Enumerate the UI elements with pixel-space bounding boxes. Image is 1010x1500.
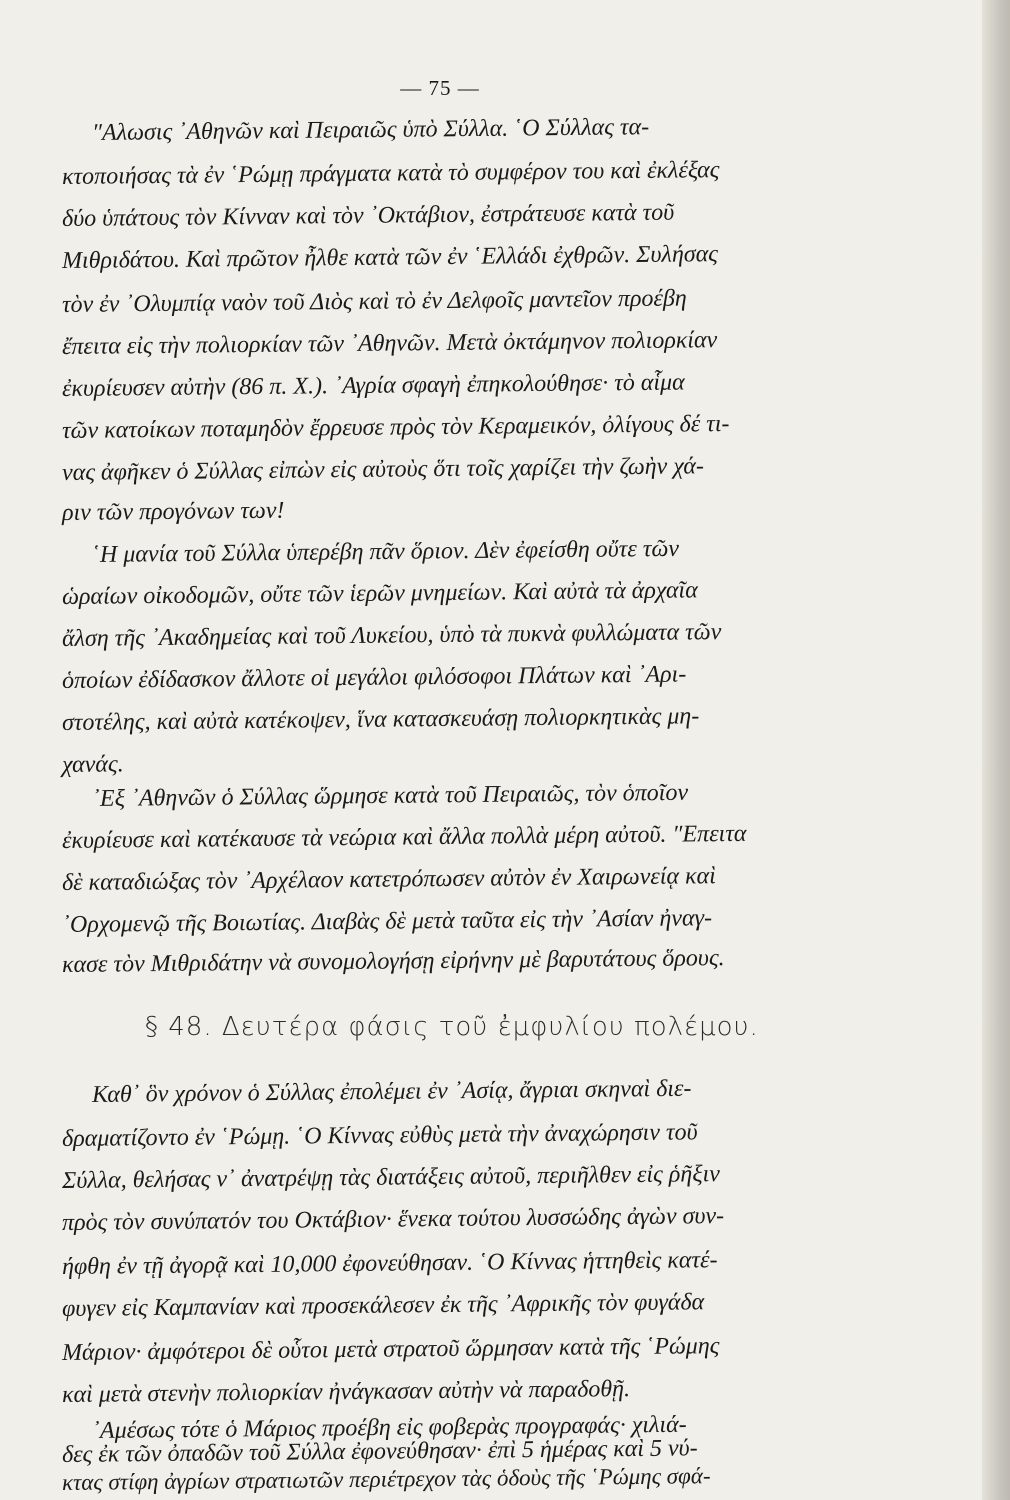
text-line: ἐκυρίευσεν αὐτὴν (86 π. Χ.). ᾿Αγρία σφαγὴ ἐπηκολούθησε· τὸ αἷμα [61, 369, 685, 402]
text-line: νας ἀφῆκεν ὁ Σύλλας εἰπὼν εἰς αὐτοὺς ὅτι τοῖς χαρίζει τὴν ζωὴν χά- [61, 453, 705, 486]
page-number: — 75 — [400, 76, 480, 100]
text-line: ἄλση τῆς ᾿Ακαδημείας καὶ τοῦ Λυκείου, ὑπὸ τὰ πυκνὰ φυλλώματα τῶν [61, 619, 722, 652]
text-line: καὶ μετὰ στενὴν πολιορκίαν ἠνάγκασαν αὐτὴν νὰ παραδοθῇ. [61, 1376, 631, 1408]
text-line: φυγεν εἰς Καμπανίαν καὶ προσεκάλεσεν ἐκ τῆς ᾿Αφρικῆς τὸν φυγάδα [61, 1289, 705, 1322]
text-line: ᾿Αμέσως τότε ὁ Μάριος προέβη εἰς φοβερὰς προγραφάς· χιλιά- [91, 1411, 687, 1444]
text-line: δραματίζοντο ἐν ῾Ρώμῃ. ῾Ο Κίννας εὐθὺς μετὰ τὴν ἀναχώρησιν τοῦ [61, 1119, 698, 1152]
text-line: ᾿Ορχομενῷ τῆς Βοιωτίας. Διαβὰς δὲ μετὰ ταῦτα εἰς τὴν ᾿Ασίαν ἠναγ- [61, 905, 713, 938]
text-line: κασε τὸν Μιθριδάτην νὰ συνομολογήσῃ εἰρήνην μὲ βαρυτάτους ὅρους. [61, 945, 725, 978]
text-line: Μιθριδάτου. Καὶ πρῶτον ἦλθε κατὰ τῶν ἐν ῾Ελλάδι ἐχθρῶν. Συλήσας [61, 241, 719, 274]
text-line: τὸν ἐν ᾿Ολυμπίᾳ ναὸν τοῦ Διὸς καὶ τὸ ἐν Δελφοῖς μαντεῖον προέβη [61, 285, 687, 318]
text-line: τῶν κατοίκων ποταμηδὸν ἔρρευσε πρὸς τὸν Κεραμεικόν, ὀλίγους δέ τι- [61, 411, 730, 444]
text-line: δύο ὑπάτους τὸν Κίνναν καὶ τὸν ᾿Οκτάβιον, ἐστράτευσε κατὰ τοῦ [61, 199, 675, 232]
text-line: ὁποίων ἐδίδασκον ἄλλοτε οἱ μεγάλοι φιλόσοφοι Πλάτων καὶ ᾿Αρι- [61, 661, 687, 694]
text-line: δες ἐκ τῶν ὀπαδῶν τοῦ Σύλλα ἐφονεύθησαν· ἐπὶ 5 ἡμέρας καὶ 5 νύ- [61, 1435, 698, 1468]
section-heading: § 48. Δευτέρα φάσις τοῦ ἐμφυλίου πολέμου. [145, 1012, 759, 1042]
text-line: δὲ καταδιώξας τὸν ᾿Αρχέλαον κατετρόπωσεν αὐτὸν ἐν Χαιρωνείᾳ καὶ [61, 863, 716, 896]
text-line: ἔπειτα εἰς τὴν πολιορκίαν τῶν ᾿Αθηνῶν. Μετὰ ὀκτάμηνον πολιορκίαν [61, 327, 718, 360]
text-line: ριν τῶν προγόνων των! [61, 497, 285, 526]
text-line: χανάς. [61, 751, 124, 778]
text-line: ἐκυρίευσε καὶ κατέκαυσε τὰ νεώρια καὶ ἄλλα πολλὰ μέρη αὐτοῦ. ″Επειτα [61, 820, 747, 854]
text-line: ῾Η μανία τοῦ Σύλλα ὑπερέβη πᾶν ὅριον. Δὲν ἐφείσθη οὔτε τῶν [91, 535, 680, 568]
text-line: ὡραίων οἰκοδομῶν, οὔτε τῶν ἱερῶν μνημείων. Καὶ αὐτὰ τὰ ἀρχαῖα [61, 577, 698, 610]
text-line: στοτέλης, καὶ αὐτὰ κατέκοψεν, ἵνα κατασκευάσῃ πολιορκητικὰς μη- [61, 703, 700, 736]
text-line: ᾿Εξ ᾿Αθηνῶν ὁ Σύλλας ὥρμησε κατὰ τοῦ Πειραιῶς, τὸν ὁποῖον [91, 779, 689, 812]
text-line: κτας στίφη ἀγρίων στρατιωτῶν περιέτρεχον τὰς ὁδοὺς τῆς ῾Ρώμης σφά- [61, 1463, 711, 1495]
text-line: Καθ᾿ ὃν χρόνον ὁ Σύλλας ἐπολέμει ἐν ᾿Ασίᾳ, ἄγριαι σκηναὶ διε- [91, 1075, 692, 1108]
text-line: ″Αλωσις ᾿Αθηνῶν καὶ Πειραιῶς ὑπὸ Σύλλα. ῾Ο Σύλλας τα- [91, 114, 650, 146]
text-line: πρὸς τὸν συνύπατόν του Οκτάβιον· ἕνεκα τούτου λυσσώδης ἀγὼν συν- [61, 1203, 725, 1236]
text-line: ήφθη ἐν τῇ ἀγορᾷ καὶ 10,000 ἐφονεύθησαν. ῾Ο Κίννας ἡττηθεὶς κατέ- [61, 1247, 718, 1280]
page-edge-shadow [982, 0, 1010, 1500]
text-line: Μάριον· ἀμφότεροι δὲ οὗτοι μετὰ στρατοῦ ὥρμησαν κατὰ τῆς ῾Ρώμης [61, 1333, 720, 1366]
text-line: κτοποιήσας τὰ ἐν ῾Ρώμῃ πράγματα κατὰ τὸ συμφέρον του καὶ ἐκλέξας [61, 157, 720, 190]
text-line: Σύλλα, θελήσας ν᾿ ἀνατρέψῃ τὰς διατάξεις αὐτοῦ, περιῆλθεν εἰς ῥῆξιν [61, 1161, 721, 1194]
